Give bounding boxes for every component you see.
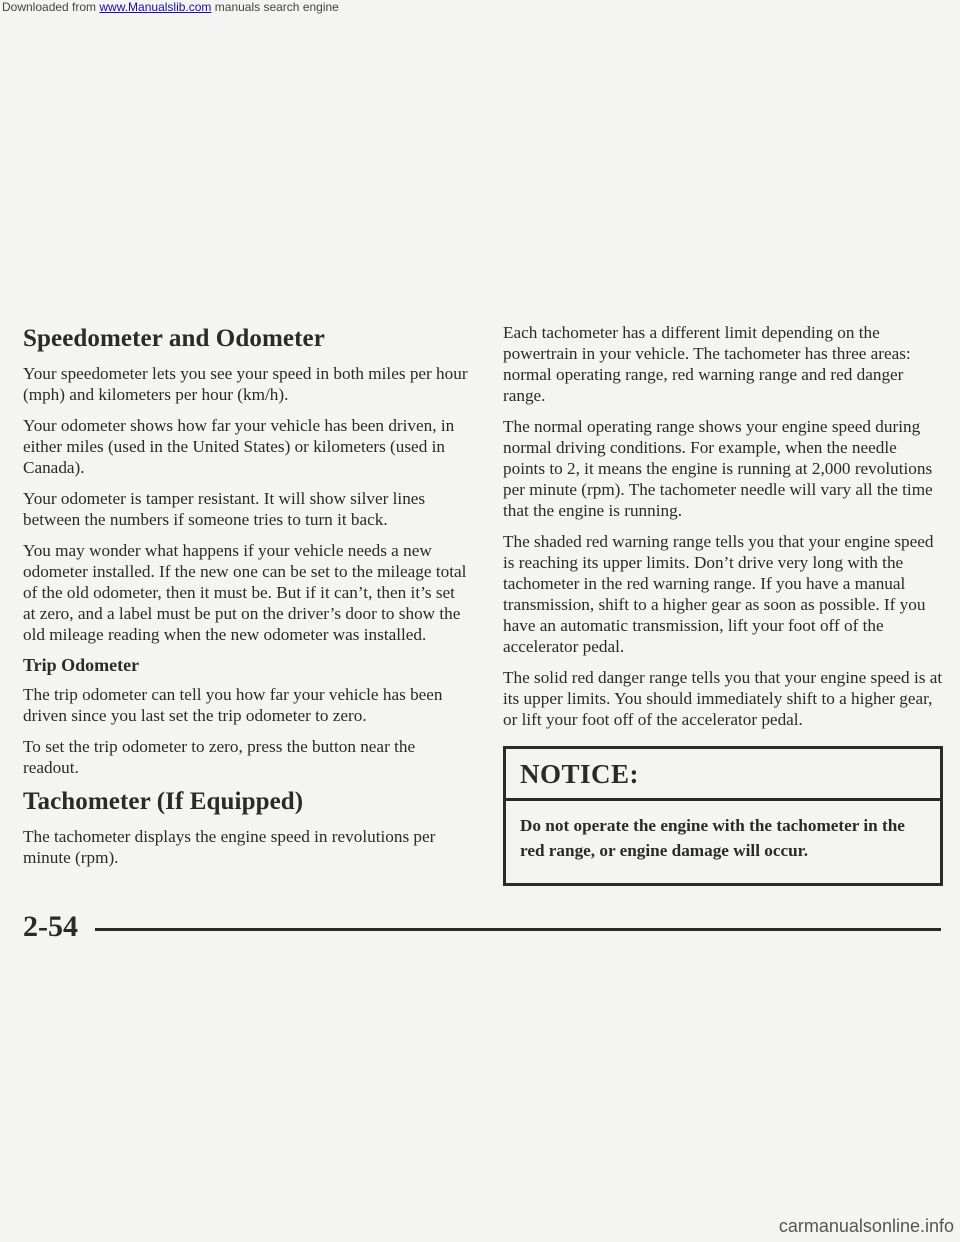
footer-rule xyxy=(95,928,941,931)
notice-body: Do not operate the engine with the tachometer in the red range, or engine damage will occur. xyxy=(520,816,905,860)
page-footer xyxy=(23,910,943,946)
tachometer-paragraph-3: The normal operating range shows your engine speed during normal driving conditions. For example, when the needle points to 2, it means the engine is running at 2,000 revolutions per minute (rpm). The tachometer needle will vary all the time that the engine is running. xyxy=(503,417,933,520)
left-column xyxy=(23,325,468,878)
right-column xyxy=(503,322,943,886)
tachometer-paragraph-2: Each tachometer has a different limit depending on the powertrain in your vehicle. The tachometer has three areas: normal operating range, red warning range and red danger range. xyxy=(503,323,911,405)
speedometer-paragraph-1: Your speedometer lets you see your speed in both miles per hour (mph) and kilometers per hour (km/h). xyxy=(23,364,468,404)
tachometer-paragraph-5: The solid red danger range tells you that your engine speed is at its upper limits. You should immediately shift to a higher gear, or lift your foot off of the accelerator pedal. xyxy=(503,668,943,729)
notice-box xyxy=(503,746,943,886)
odometer-paragraph-3: You may wonder what happens if your vehicle needs a new odometer installed. If the new one can be set to the mileage total of the old odometer, then it must be. But if it can’t, then it’s set at zero, and a label must be put on the driver’s door to show the old mileage reading when the new odometer was installed. xyxy=(23,541,467,644)
manualslib-link[interactable]: www.Manualslib.com xyxy=(99,0,212,14)
tachometer-heading: Tachometer (If Equipped) xyxy=(23,788,304,815)
tachometer-paragraph-4: The shaded red warning range tells you that your engine speed is reaching its upper limits. Don’t drive very long with the tachometer in the red warning range. If you have a manual transmission, shift to a higher gear as soon as possible. If you have an automatic transmission, lift your foot off of the accelerator pedal. xyxy=(503,532,934,656)
trip-odometer-heading: Trip Odometer xyxy=(23,655,140,675)
download-prefix: Downloaded from xyxy=(2,0,100,14)
tachometer-paragraph-1: The tachometer displays the engine speed in revolutions per minute (rpm). xyxy=(23,827,436,867)
trip-paragraph-1: The trip odometer can tell you how far your vehicle has been driven since you last set the trip odometer to zero. xyxy=(23,685,443,725)
download-suffix: manuals search engine xyxy=(211,0,339,14)
odometer-paragraph-2: Your odometer is tamper resistant. It will show silver lines between the numbers if someone tries to turn it back. xyxy=(23,489,426,529)
page-number: 2-54 xyxy=(23,910,78,943)
odometer-paragraph-1: Your odometer shows how far your vehicle has been driven, in either miles (used in the United States) or kilometers (used in Canada). xyxy=(23,416,455,477)
trip-paragraph-2: To set the trip odometer to zero, press the button near the readout. xyxy=(23,737,416,777)
watermark: carmanualsonline.info xyxy=(778,1216,954,1236)
speedometer-heading: Speedometer and Odometer xyxy=(23,325,325,352)
download-banner xyxy=(0,0,960,16)
notice-title: NOTICE: xyxy=(506,749,940,801)
